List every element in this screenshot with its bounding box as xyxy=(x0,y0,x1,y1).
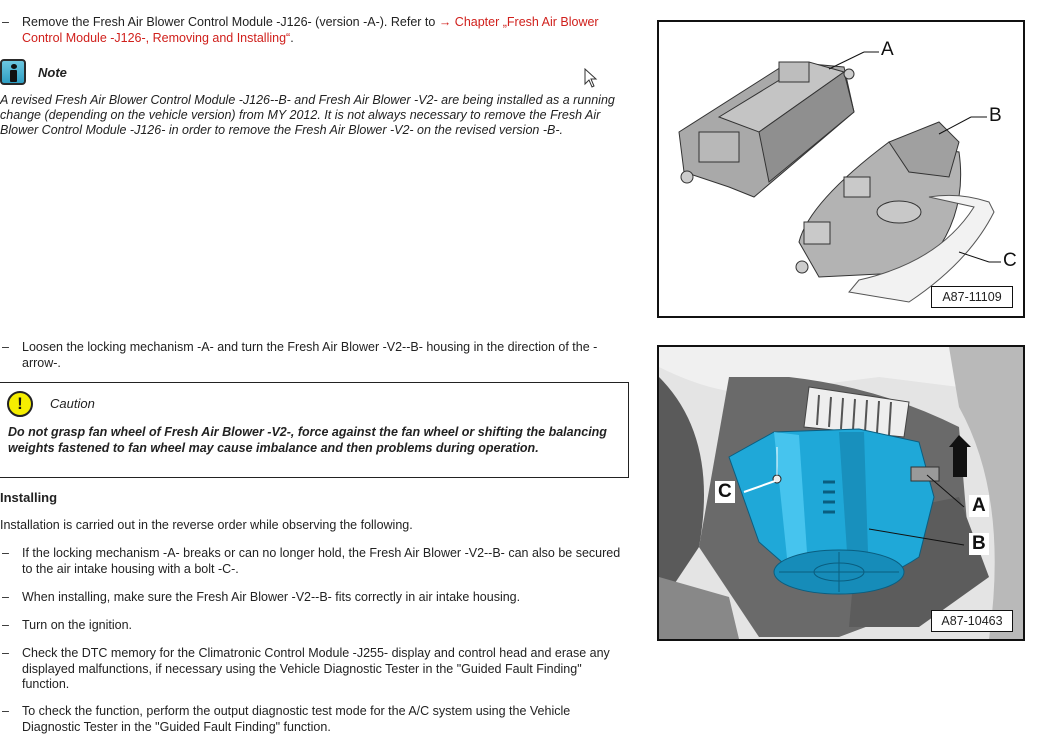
step-loosen-locking-mechanism: – Loosen the locking mechanism -A- and turn the Fresh Air Blower -V2--B- housing in the direction of the -arrow-. xyxy=(0,340,632,371)
figure-control-modules xyxy=(657,20,1025,318)
callout-b: B xyxy=(989,105,1002,126)
step-install-bolt: – If the locking mechanism -A- breaks or can no longer hold, the Fresh Air Blower -V2--B- can also be secured to the air intake housing with a bolt -C-. xyxy=(2,546,621,576)
note-header xyxy=(0,58,67,86)
caution-title: Caution xyxy=(50,396,95,411)
figure-id-label: A87-11109 xyxy=(931,286,1013,308)
callout-c: C xyxy=(715,481,735,503)
bullet-dash: – xyxy=(2,15,9,29)
step-text: Remove the Fresh Air Blower Control Module -J126- (version -A-). Refer to xyxy=(22,15,439,29)
callout-a: A xyxy=(881,39,894,60)
step-install-fit: – When installing, make sure the Fresh Air Blower -V2--B- fits correctly in air intake housing. xyxy=(2,590,521,604)
caution-text: Do not grasp fan wheel of Fresh Air Blower -V2-, force against the fan wheel or shifting the balancing weights fastened to fan wheel may cause imbalance and then problems during operation. xyxy=(8,425,607,455)
installing-intro: Installation is carried out in the reverse order while observing the following. xyxy=(0,518,413,532)
step-remove-control-module: – Remove the Fresh Air Blower Control Module -J126- (version -A-). Refer to → Chapter „Fresh Air Blower Control Module -J126-, Removing and Installing“. xyxy=(2,15,599,45)
blower-illustration xyxy=(659,347,1023,639)
section-title-installing: Installing xyxy=(0,490,58,505)
step-text: Loosen the locking mechanism -A- and turn the Fresh Air Blower -V2--B- housing in the direction of the -arrow-. xyxy=(22,340,598,370)
mouse-cursor-icon xyxy=(584,68,598,88)
note-body: A revised Fresh Air Blower Control Module -J126--B- and Fresh Air Blower -V2- are being installed as a running change (depending on the vehicle version) from MY 2012. It is not always necessary to remove the Fresh Air Blower Control Module -J126- in order to remove the Fresh Air Blower -V2- on the revised version -B-. xyxy=(0,93,615,138)
exclamation-icon: ! xyxy=(7,391,33,417)
step-check-dtc: – Check the DTC memory for the Climatronic Control Module -J255- display and control head and erase any displayed malfunctions, if necessary using the Vehicle Diagnostic Tester in the "Guided Fault Finding" function. xyxy=(2,646,610,691)
callout-b: B xyxy=(969,533,989,555)
figure-fresh-air-blower xyxy=(657,345,1025,641)
info-icon xyxy=(0,59,26,85)
note-title: Note xyxy=(38,64,67,80)
callout-a: A xyxy=(969,495,989,517)
caution-box xyxy=(0,382,629,478)
callout-c: C xyxy=(1003,250,1017,271)
figure-id-label: A87-10463 xyxy=(931,610,1013,632)
chapter-link-control-module[interactable]: → Chapter „Fresh Air Blower Control Module -J126-, Removing and Installing“ xyxy=(22,15,599,45)
step-ignition: – Turn on the ignition. xyxy=(2,618,133,632)
control-modules-illustration xyxy=(659,22,1023,316)
step-output-test: – To check the function, perform the output diagnostic test mode for the A/C system using the Vehicle Diagnostic Tester in the "Guided Fault Finding" function. xyxy=(2,704,571,734)
